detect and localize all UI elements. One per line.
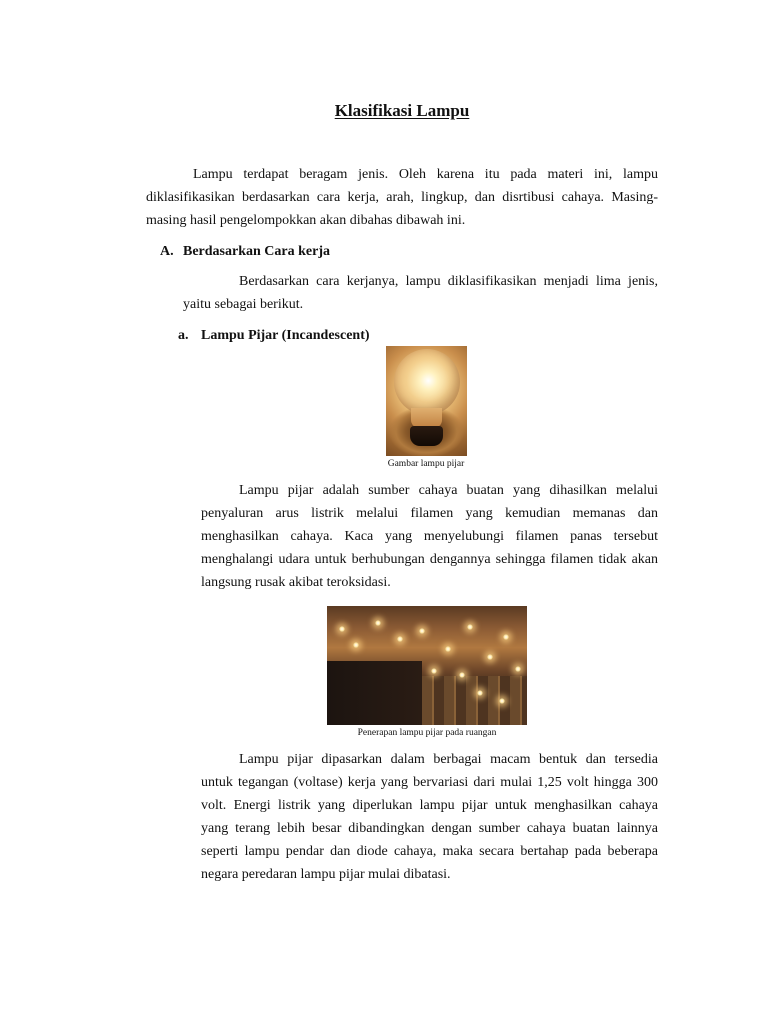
para-2-line-5: langsung rusak akibat teroksidasi. <box>201 575 391 590</box>
section-a-heading <box>160 241 330 263</box>
para-3-line-4: yang terang lebih besar dibandingkan dengan sumber cahaya buatan lainnya <box>201 821 658 836</box>
para-3-line-3: volt. Energi listrik yang diperlukan lampu pijar untuk menghasilkan cahaya <box>201 798 658 813</box>
para-2-line-3: menghasilkan cahaya. Kaca yang menyelubungi filamen panas tersebut <box>201 529 658 544</box>
para-2-line-2: penyaluran arus listrik melalui filamen yang kemudian memanas dan <box>201 506 658 521</box>
section-a-para-line-2: yaitu sebagai berikut. <box>183 297 304 312</box>
page-title: Klasifikasi Lampu <box>334 101 470 120</box>
subsection-a-title: Lampu Pijar (Incandescent) <box>201 328 370 343</box>
incandescent-bulb-photo <box>386 346 467 456</box>
section-a-para-line-1: Berdasarkan cara kerjanya, lampu diklasifikasikan menjadi lima jenis, <box>239 274 658 289</box>
subsection-a-marker: a. <box>178 328 189 343</box>
para-3-line-5: seperti lampu pendar dan diode cahaya, maka secara bertahap pada beberapa <box>201 844 658 859</box>
para-3-line-2: untuk tegangan (voltase) kerja yang bervariasi dari mulai 1,25 volt hingga 300 <box>201 775 658 790</box>
section-a-title: Berdasarkan Cara kerja <box>183 244 330 259</box>
intro-line-3: masing hasil pengelompokkan akan dibahas dibawah ini. <box>146 213 466 228</box>
section-a-marker: A. <box>160 244 174 259</box>
para-3-line-1: Lampu pijar dipasarkan dalam berbagai macam bentuk dan tersedia <box>239 752 658 767</box>
room-lighting-photo <box>327 606 527 725</box>
figure-2-caption: Penerapan lampu pijar pada ruangan <box>357 728 497 738</box>
subsection-a-heading <box>178 325 370 347</box>
figure-1-caption: Gambar lampu pijar <box>387 459 465 469</box>
para-2-line-4: menghalangi udara untuk berhubungan dengannya sehingga filamen tidak akan <box>201 552 658 567</box>
intro-line-2: diklasifikasikan berdasarkan cara kerja, arah, lingkup, dan disrtibusi cahaya. Masing- <box>146 190 658 205</box>
intro-line-1: Lampu terdapat beragam jenis. Oleh karena itu pada materi ini, lampu <box>193 167 658 182</box>
para-3-line-6: negara peredaran lampu pijar mulai dibatasi. <box>201 867 451 882</box>
para-2-line-1: Lampu pijar adalah sumber cahaya buatan yang dihasilkan melalui <box>239 483 658 498</box>
